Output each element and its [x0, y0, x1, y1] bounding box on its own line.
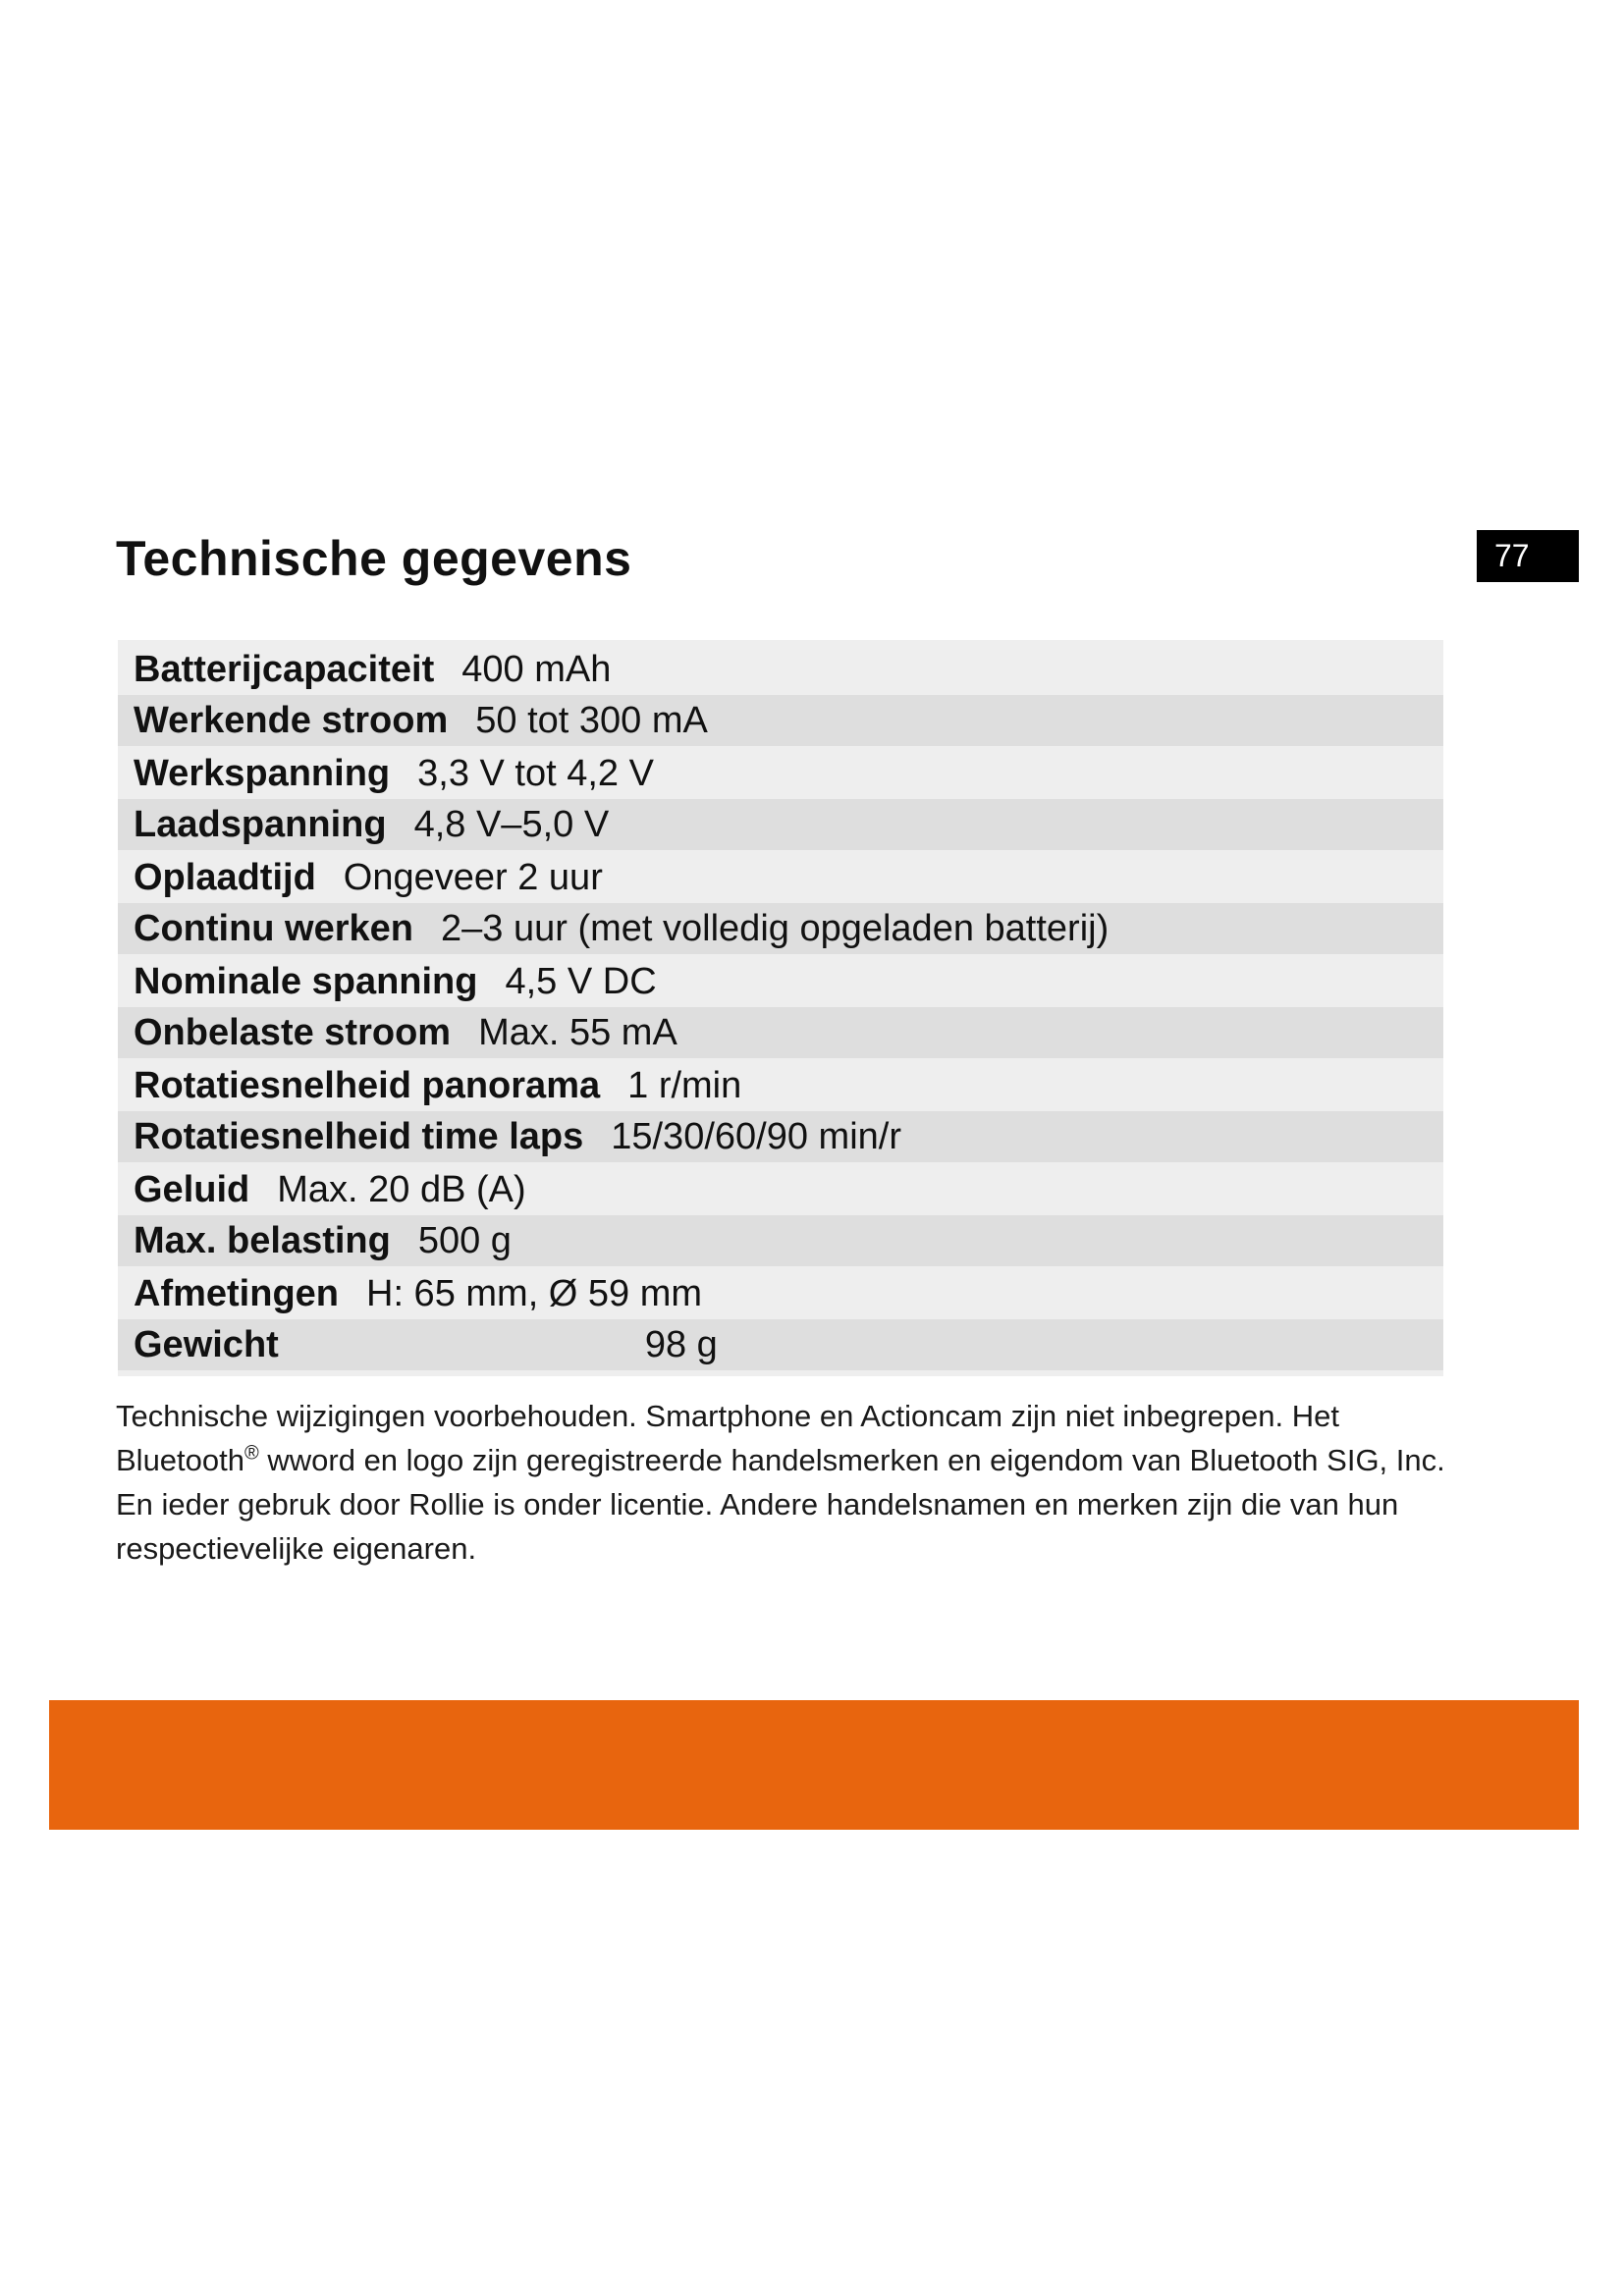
spec-row-battery-capacity [118, 644, 1443, 695]
spec-value: 2–3 uur (met volledig opgeladen batterij) [441, 907, 1110, 949]
spec-row-working-voltage [118, 748, 1443, 799]
spec-value: 50 tot 300 mA [475, 699, 708, 741]
spec-value: H: 65 mm, Ø 59 mm [366, 1272, 703, 1314]
spec-row-working-current [118, 695, 1443, 746]
spec-label: Oplaadtijd [134, 856, 316, 898]
spec-label: Rotatiesnelheid time laps [134, 1115, 584, 1157]
spec-label: Batterijcapaciteit [134, 648, 435, 690]
registered-mark: ® [244, 1442, 259, 1465]
spec-value: Ongeveer 2 uur [343, 856, 603, 898]
spec-label: Laadspanning [134, 803, 387, 845]
spec-row-panorama-speed [118, 1060, 1443, 1111]
spec-row-weight [118, 1319, 1443, 1370]
spec-label: Werkende stroom [134, 699, 449, 741]
footnote-text-2: wword en logo zijn geregistreerde handelsmerken en eigendom van Bluetooth SIG, Inc. En ieder gebruk door Rollie is onder licentie. Andere handelsnamen en merken zijn die van hun respectievelijke eigenaren. [116, 1443, 1445, 1566]
spec-label: Afmetingen [134, 1272, 339, 1314]
spec-value: 4,5 V DC [505, 960, 657, 1002]
spec-row-no-load-current [118, 1007, 1443, 1058]
spec-value: 98 g [644, 1323, 718, 1365]
spec-value: 3,3 V tot 4,2 V [417, 752, 654, 794]
spec-label: Rotatiesnelheid panorama [134, 1064, 601, 1106]
spec-label: Geluid [134, 1168, 250, 1210]
spec-value: 15/30/60/90 min/r [611, 1115, 901, 1157]
spec-label: Gewicht [134, 1323, 279, 1365]
spec-value: Max. 20 dB (A) [277, 1168, 526, 1210]
spec-row-charging-voltage [118, 799, 1443, 850]
spec-label: Nominale spanning [134, 960, 478, 1002]
spec-row-max-load [118, 1215, 1443, 1266]
spec-value: Max. 55 mA [478, 1011, 677, 1053]
spec-row-timelapse-speed [118, 1111, 1443, 1162]
orange-footer-band [49, 1700, 1579, 1830]
spec-label: Continu werken [134, 907, 414, 949]
spec-row-charging-time [118, 852, 1443, 903]
spec-label: Onbelaste stroom [134, 1011, 452, 1053]
spec-row-dimensions [118, 1268, 1443, 1319]
spec-value: 1 r/min [627, 1064, 742, 1106]
footnote-text-1: Technische wijzigingen voorbehouden. Smartphone en Actioncam zijn niet inbegrepen. Het Bluetooth [116, 1399, 1339, 1477]
page-title: Technische gegevens [116, 531, 632, 586]
spec-row-noise [118, 1164, 1443, 1215]
spec-row-nominal-voltage [118, 956, 1443, 1007]
spec-table [118, 640, 1443, 1376]
spec-value: 400 mAh [461, 648, 612, 690]
spec-value: 500 g [417, 1219, 512, 1261]
spec-label: Werkspanning [134, 752, 391, 794]
spec-value: 4,8 V–5,0 V [413, 803, 610, 845]
spec-label: Max. belasting [134, 1219, 391, 1261]
spec-row-continuous-operation [118, 903, 1443, 954]
footnote [116, 1394, 1451, 1571]
page-number: 77 [1477, 530, 1579, 582]
